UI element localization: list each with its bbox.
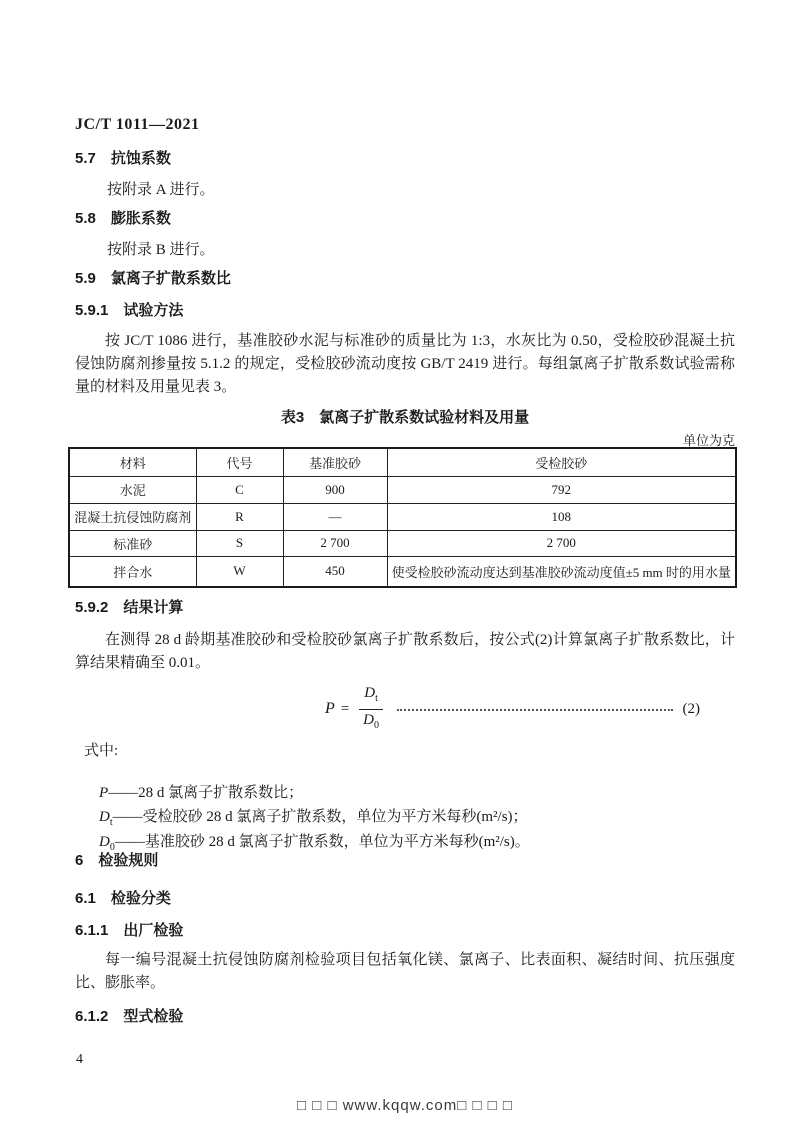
where-intro: 式中:: [84, 743, 119, 759]
table-cell: 450: [283, 556, 387, 587]
table-cell: 水泥: [69, 476, 196, 503]
paragraph-5-9-1: 按 JC/T 1086 进行，基准胶砂水泥与标准砂的质量比为 1:3，水灰比为 0.50，受检胶砂混凝土抗侵蚀防腐剂掺量按 5.1.2 的规定，受检胶砂流动度按 GB/T 2419 进行。每组氯离子扩散系数试验需称量的材料及用量见表 3。: [75, 333, 735, 395]
table-cell: 标准砂: [69, 530, 196, 556]
heading-5-8: 5.8 膨胀系数: [75, 210, 171, 227]
formula-2: [325, 683, 700, 735]
table-row: [69, 530, 736, 556]
table-cell: S: [196, 530, 283, 556]
formula-equals: =: [340, 700, 350, 717]
paragraph-5-8: 按附录 B 进行。: [107, 242, 215, 258]
table-header-cell: 基准胶砂: [283, 448, 387, 476]
formula-number: (2): [682, 700, 700, 717]
table-cell: 108: [387, 503, 736, 530]
heading-6-1-1: 6.1.1 出厂检验: [75, 922, 184, 939]
doc-number: JC/T 1011—2021: [75, 116, 200, 133]
formula-dotted-leader: [397, 709, 673, 711]
heading-5-9: 5.9 氯离子扩散系数比: [75, 270, 231, 287]
table-header-cell: 受检胶砂: [387, 448, 736, 476]
formula-lhs: P: [325, 700, 335, 717]
heading-6-1: 6.1 检验分类: [75, 890, 171, 907]
page-number: 4: [76, 1052, 83, 1067]
table-row: [69, 476, 736, 503]
where-item-d0: $D_0——$基准胶砂 28 d 氯离子扩散系数，单位为平方米每秒(m²/s)。: [99, 834, 530, 853]
table-cell: —: [283, 503, 387, 530]
table3-unit-note: 单位为克: [682, 433, 735, 448]
table-cell: C: [196, 476, 283, 503]
table3: [68, 447, 737, 588]
table-cell: 792: [387, 476, 736, 503]
formula-numerator: $D_t$: [359, 684, 383, 710]
table3-caption: 表3 氯离子扩散系数试验材料及用量: [280, 409, 530, 426]
table-cell: 使受检胶砂流动度达到基准胶砂流动度值±5 mm 时的用水量: [387, 556, 736, 587]
heading-6: 6 检验规则: [75, 852, 159, 869]
footer-watermark: □ □ □ www.kqqw.com□ □ □ □: [297, 1097, 513, 1114]
table-cell: R: [196, 503, 283, 530]
paragraph-5-7: 按附录 A 进行。: [107, 182, 215, 198]
table-header-row: [69, 448, 736, 476]
where-item-p: P——28 d 氯离子扩散系数比；: [99, 785, 304, 801]
table-cell: 2 700: [387, 530, 736, 556]
paragraph-6-1-1: 每一编号混凝土抗侵蚀防腐剂检验项目包括氧化镁、氯离子、比表面积、凝结时间、抗压强度比、膨胀率。: [75, 952, 735, 991]
where-item-dt: $D_t——$受检胶砂 28 d 氯离子扩散系数，单位为平方米每秒(m²/s)；: [99, 809, 528, 828]
formula-denominator: $D_0$: [363, 711, 379, 731]
table-header-cell: 材料: [69, 448, 196, 476]
table-row: [69, 503, 736, 530]
table-row: [69, 556, 736, 587]
table-cell: 混凝土抗侵蚀防腐剂: [69, 503, 196, 530]
table-cell: W: [196, 556, 283, 587]
heading-5-9-1: 5.9.1 试验方法: [75, 302, 184, 319]
heading-6-1-2: 6.1.2 型式检验: [75, 1008, 184, 1025]
table-cell: 900: [283, 476, 387, 503]
table-header-cell: 代号: [196, 448, 283, 476]
heading-5-9-2: 5.9.2 结果计算: [75, 599, 184, 616]
formula-fraction: [359, 684, 383, 735]
table-cell: 2 700: [283, 530, 387, 556]
table-cell: 拌合水: [69, 556, 196, 587]
paragraph-5-9-2: 在测得 28 d 龄期基准胶砂和受检胶砂氯离子扩散系数后，按公式(2)计算氯离子扩散系数比，计算结果精确至 0.01。: [75, 632, 735, 671]
heading-5-7: 5.7 抗蚀系数: [75, 150, 171, 167]
